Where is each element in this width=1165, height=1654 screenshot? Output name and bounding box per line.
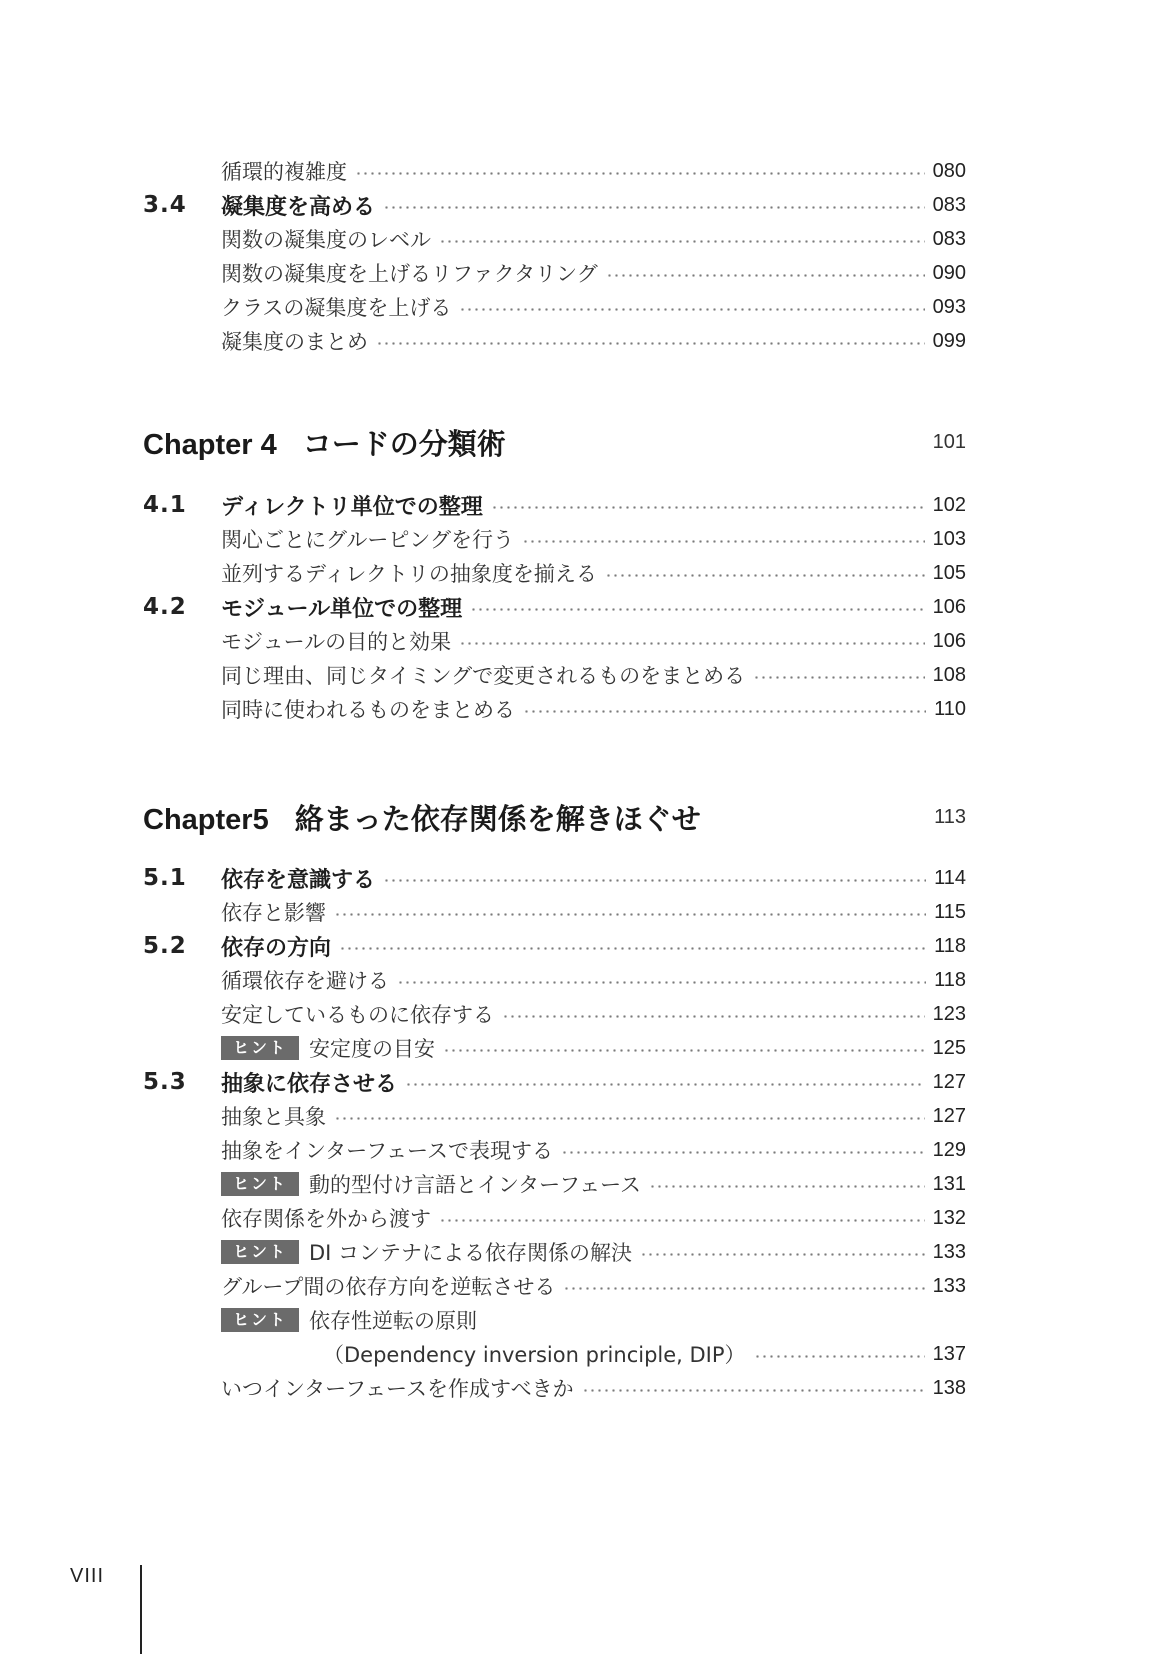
toc-entry[interactable] <box>143 998 966 1030</box>
section-title: モジュール単位での整理 <box>221 596 463 622</box>
hint-badge: ヒント <box>221 1308 299 1332</box>
entry-title-continued: （Dependency inversion principle, DIP） <box>323 1343 746 1367</box>
leader-dots <box>443 1049 925 1052</box>
toc-section[interactable] <box>143 591 966 623</box>
leader-dots <box>355 172 925 175</box>
section-title: ディレクトリ単位での整理 <box>221 494 483 520</box>
entry-page: 118 <box>934 968 966 991</box>
chapter-name: コードの分類術 <box>302 426 506 461</box>
leader-dots <box>753 676 924 679</box>
toc-section[interactable] <box>143 862 966 894</box>
section-number: 3.4 <box>143 192 187 218</box>
entry-title: 依存関係を外から渡す <box>221 1207 431 1231</box>
leader-dots <box>502 1015 925 1018</box>
leader-dots <box>439 240 925 243</box>
entry-title: 循環的複雑度 <box>221 160 347 184</box>
entry-page: 127 <box>932 1070 966 1093</box>
entry-page: 090 <box>932 261 966 284</box>
entry-page: 093 <box>932 295 966 318</box>
toc-hint[interactable] <box>143 1168 966 1200</box>
page-folio: VIII <box>70 1565 105 1587</box>
leader-dots <box>606 274 925 277</box>
toc-entry[interactable] <box>143 896 966 928</box>
entry-title: 依存性逆転の原則 <box>309 1309 478 1333</box>
toc-entry[interactable] <box>143 693 966 725</box>
entry-page: 118 <box>934 934 966 957</box>
toc-entry[interactable] <box>143 523 966 555</box>
leader-dots <box>334 913 926 916</box>
entry-title: 同じ理由、同じタイミングで変更されるものをまとめる <box>221 664 746 688</box>
chapter-heading[interactable] <box>143 795 966 839</box>
entry-page: 083 <box>932 227 966 250</box>
leader-dots <box>640 1253 925 1256</box>
entry-title: モジュールの目的と効果 <box>221 630 452 654</box>
toc-section[interactable] <box>143 489 966 521</box>
leader-dots <box>605 574 925 577</box>
leader-dots <box>561 1151 925 1154</box>
toc-entry[interactable] <box>143 291 966 323</box>
chapter-title <box>143 422 506 463</box>
entry-page: 127 <box>932 1104 966 1127</box>
entry-page: 123 <box>932 1002 966 1025</box>
entry-title: 依存と影響 <box>221 901 326 925</box>
leader-dots <box>383 206 925 209</box>
entry-page: 110 <box>934 697 966 720</box>
leader-dots <box>439 1219 925 1222</box>
toc-entry[interactable] <box>143 625 966 657</box>
leader-dots <box>397 981 926 984</box>
entry-title: DI コンテナによる依存関係の解決 <box>309 1241 633 1265</box>
toc-entry[interactable] <box>143 1270 966 1302</box>
section-title: 抽象に依存させる <box>221 1071 398 1097</box>
hint-badge: ヒント <box>221 1240 299 1264</box>
toc-entry[interactable] <box>143 1134 966 1166</box>
section-number: 4.1 <box>143 492 187 518</box>
leader-dots <box>334 1117 925 1120</box>
leader-dots <box>376 342 925 345</box>
chapter-label: Chapter5 <box>143 803 269 836</box>
toc-section[interactable] <box>143 930 966 962</box>
entry-title: 安定しているものに依存する <box>221 1003 494 1027</box>
chapter-name: 絡まった依存関係を解きほぐせ <box>294 801 701 836</box>
entry-title: 並列するディレクトリの抽象度を揃える <box>221 562 597 586</box>
toc-entry[interactable] <box>143 257 966 289</box>
leader-dots <box>459 308 924 311</box>
chapter-page: 101 <box>932 430 966 453</box>
entry-title: 安定度の目安 <box>309 1037 436 1061</box>
toc-entry[interactable] <box>143 1372 966 1404</box>
section-number: 5.3 <box>143 1069 187 1095</box>
entry-title: 関数の凝集度のレベル <box>221 228 431 252</box>
hint-badge: ヒント <box>221 1036 299 1060</box>
chapter-heading[interactable] <box>143 420 966 464</box>
leader-dots <box>754 1355 925 1358</box>
entry-page: 102 <box>932 493 966 516</box>
toc-entry-continuation[interactable] <box>143 1338 966 1370</box>
section-title: 依存を意識する <box>221 867 376 893</box>
entry-page: 138 <box>932 1376 966 1399</box>
entry-page: 114 <box>934 866 966 889</box>
entry-page: 106 <box>932 595 966 618</box>
toc-entry[interactable] <box>143 155 966 187</box>
leader-dots <box>470 608 925 611</box>
entry-page: 131 <box>932 1172 966 1195</box>
entry-page: 115 <box>934 900 966 923</box>
leader-dots <box>563 1287 924 1290</box>
entry-title: クラスの凝集度を上げる <box>221 296 452 320</box>
toc-entry[interactable] <box>143 659 966 691</box>
hint-badge: ヒント <box>221 1172 299 1196</box>
entry-page: 108 <box>932 663 966 686</box>
section-number: 5.1 <box>143 865 187 891</box>
leader-dots <box>649 1185 925 1188</box>
entry-title: 関心ごとにグルーピングを行う <box>221 528 514 552</box>
entry-page: 106 <box>932 629 966 652</box>
entry-title: 動的型付け言語とインターフェース <box>309 1173 642 1197</box>
leader-dots <box>523 710 926 713</box>
leader-dots <box>405 1083 925 1086</box>
toc-hint[interactable] <box>143 1304 966 1336</box>
toc-hint[interactable] <box>143 1236 966 1268</box>
toc-section[interactable] <box>143 189 966 221</box>
entry-page: 133 <box>932 1274 966 1297</box>
chapter-title <box>143 797 701 838</box>
entry-title: いつインターフェースを作成すべきか <box>221 1377 574 1401</box>
entry-page: 099 <box>932 329 966 352</box>
entry-title: 抽象と具象 <box>221 1105 326 1129</box>
folio-rule <box>140 1565 142 1654</box>
chapter-page: 113 <box>934 805 966 828</box>
toc-entry[interactable] <box>143 964 966 996</box>
section-number: 4.2 <box>143 594 187 620</box>
entry-title: 関数の凝集度を上げるリファクタリング <box>221 262 598 286</box>
entry-page: 132 <box>932 1206 966 1229</box>
entry-page: 125 <box>932 1036 966 1059</box>
chapter-label: Chapter 4 <box>143 428 277 461</box>
entry-title: 同時に使われるものをまとめる <box>221 698 515 722</box>
toc-hint[interactable] <box>143 1032 966 1064</box>
entry-page: 080 <box>932 159 966 182</box>
entry-title: グループ間の依存方向を逆転させる <box>221 1275 556 1299</box>
leader-dots <box>459 642 924 645</box>
entry-page: 133 <box>932 1240 966 1263</box>
entry-title: 凝集度のまとめ <box>221 330 368 354</box>
entry-title: 抽象をインターフェースで表現する <box>221 1139 554 1163</box>
leader-dots <box>383 879 926 882</box>
leader-dots <box>522 540 925 543</box>
toc-section[interactable] <box>143 1066 966 1098</box>
entry-page: 129 <box>932 1138 966 1161</box>
leader-dots <box>339 947 926 950</box>
entry-page: 103 <box>932 527 966 550</box>
leader-dots <box>491 506 925 509</box>
toc-entry[interactable] <box>143 1100 966 1132</box>
toc-entry[interactable] <box>143 223 966 255</box>
entry-title: 循環依存を避ける <box>221 969 389 993</box>
toc-entry[interactable] <box>143 1202 966 1234</box>
entry-page: 137 <box>932 1342 966 1365</box>
entry-page: 083 <box>932 193 966 216</box>
entry-page: 105 <box>932 561 966 584</box>
section-title: 依存の方向 <box>221 935 332 961</box>
toc-entry[interactable] <box>143 557 966 589</box>
section-title: 凝集度を高める <box>221 194 376 220</box>
section-number: 5.2 <box>143 933 187 959</box>
toc-entry[interactable] <box>143 325 966 357</box>
leader-dots <box>582 1389 925 1392</box>
